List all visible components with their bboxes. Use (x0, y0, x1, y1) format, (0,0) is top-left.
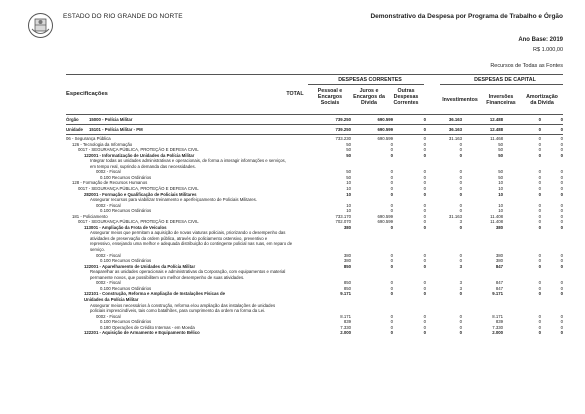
row-value: 850 (343, 280, 351, 286)
row-label: 122001 - Aparelhamento de Unidades da Polícia Militar (84, 263, 196, 269)
juros-header: Juros e Encargos da Dívida (353, 88, 385, 106)
row-value: 0 (423, 208, 426, 214)
row-value: 0 (560, 285, 563, 291)
row-value: 8.171 (340, 313, 351, 319)
row-value: 0 (459, 313, 462, 319)
row-label: repressivo, ensejando uma melhor e adequada distribuição do contingente policial nas ruas, em reparo de (90, 241, 293, 247)
row-value: 31.163 (448, 136, 462, 141)
row-value: 50 (346, 174, 351, 180)
row-value: 11.408 (490, 219, 503, 225)
row-value: 0 (538, 213, 541, 219)
row-value: 10 (346, 180, 351, 186)
row-value: 733.230 (335, 136, 351, 141)
row-value: 0 (538, 258, 541, 264)
row-value: 0 (423, 252, 426, 258)
row-label: 181 - Policiamento (72, 213, 108, 219)
row-label: 0017 - SEGURANÇA PÚBLICA, PROTEÇÃO E DEFESA CIVIL (78, 147, 199, 153)
row-value: 0 (423, 291, 426, 297)
row-label: atividades de preservação da ordem pública, através do policiamento ostensivo, preventivo e (90, 235, 268, 241)
row-value: 0 (538, 202, 541, 208)
row-value: 0 (560, 202, 563, 208)
capital-underline (440, 84, 563, 85)
row-label: 0002 - Fiscal (96, 280, 121, 286)
row-value: 0 (423, 191, 426, 197)
row-value: 0 (390, 263, 393, 269)
row-value: 0 (560, 313, 563, 319)
amortizacao-header: Amortização da Dívida (526, 94, 558, 106)
row-value: 0 (390, 291, 393, 297)
row-label: 0.100 Recursos Ordinários (100, 258, 152, 264)
row-value: 0 (538, 174, 541, 180)
row-value: 0 (423, 280, 426, 286)
row-value: 0 (459, 319, 462, 325)
row-value: 850 (343, 263, 351, 269)
row-label: em tempo real, suprindo a demanda das necessidades. (90, 163, 196, 169)
row-value: 0 (459, 152, 462, 158)
row-label: 0.100 Recursos Ordinários (100, 285, 152, 291)
row-value: 702.070 (335, 219, 351, 225)
row-value: 0 (538, 313, 541, 319)
row-value: 0 (560, 185, 563, 191)
row-value: 0 (390, 285, 393, 291)
row-value: 50 (346, 169, 351, 175)
row-value: 0 (423, 180, 426, 186)
unidade-row: Unidade 15101 - Polícia Militar - PM 739.250 690.599 0 36.163 12.488 0 0 (66, 127, 563, 132)
row-value: 50 (498, 141, 503, 147)
row-value: 0 (538, 169, 541, 175)
row-label: 0.100 Recursos Ordinários (100, 174, 152, 180)
row-value: 0 (538, 319, 541, 325)
row-label: 0.100 Recursos Ordinários (100, 208, 152, 214)
row-value: 690.599 (377, 219, 393, 225)
row-label: 128 - Formação de Recursos Humanos (72, 180, 148, 186)
row-value: 0 (390, 141, 393, 147)
row-value: 0 (560, 258, 563, 264)
row-value: 50 (498, 169, 503, 175)
row-value: 0 (459, 141, 462, 147)
row-value: 0 (560, 219, 563, 225)
row-value: 0 (423, 324, 426, 330)
row-value: 50 (346, 152, 351, 158)
row-value: 0 (560, 330, 563, 336)
row-value: 380 (343, 252, 351, 258)
row-value: 0 (390, 313, 393, 319)
row-value: 839 (495, 319, 503, 325)
row-value: 10 (346, 185, 351, 191)
row-value: 0 (560, 174, 563, 180)
row-value: 0 (538, 330, 541, 336)
row-value: 50 (346, 147, 351, 153)
row-value: 50 (498, 174, 503, 180)
row-label: 122201 - Aquisição de Armamento e Equipamento Bélico (84, 330, 200, 336)
row-value: 0 (459, 291, 462, 297)
coat-of-arms-icon (27, 12, 54, 39)
row-value: 380 (495, 224, 503, 230)
row-value: 0 (560, 324, 563, 330)
row-value: 0 (459, 174, 462, 180)
row-value: 0 (560, 152, 563, 158)
row-value: 0 (560, 147, 563, 153)
row-label: Integrar todas as unidades administrativas e operacionais, de forma a interagir informações e serviços, (90, 158, 286, 164)
row-value: 0 (459, 185, 462, 191)
row-value: 50 (346, 141, 351, 147)
row-value: 10 (346, 191, 351, 197)
row-value: 0 (538, 324, 541, 330)
unidade-divider (66, 134, 563, 135)
row-value: 10 (498, 191, 503, 197)
row-label: 122101 - Construção, Reforma e Ampliação de Instalações Físicas de (84, 291, 225, 297)
row-value: 380 (495, 252, 503, 258)
row-value: 0 (390, 224, 393, 230)
row-value: 0 (423, 219, 426, 225)
row-value: 0 (423, 319, 426, 325)
row-value: 0 (538, 224, 541, 230)
row-value: 0 (390, 174, 393, 180)
row-value: 380 (495, 258, 503, 264)
row-label: Reaparelhar as unidades operacionais e administrativas da Corporação, com equipamentos e material (90, 269, 286, 275)
row-value: 0 (538, 252, 541, 258)
row-value: 0 (538, 280, 541, 286)
recursos-fontes: Recursos de Todas as Fontes (490, 63, 563, 69)
header-top-line (66, 74, 563, 75)
row-value: 0 (423, 174, 426, 180)
row-value: 0 (560, 213, 563, 219)
row-label: 0002 - Fiscal (96, 252, 121, 258)
row-label: 0.180 Operações de Crédito Internas - em Moeda (100, 324, 195, 330)
row-value: 0 (560, 141, 563, 147)
row-value: 0 (390, 180, 393, 186)
row-label: permanente novos, que possibilitem um melhor desempenho de suas atividades. (90, 274, 245, 280)
row-value: 380 (343, 224, 351, 230)
row-value: 0 (560, 169, 563, 175)
row-value: 0 (423, 202, 426, 208)
orgao-row: Órgão 15000 - Polícia Militar 739.250 690.599 0 36.163 12.488 0 0 (66, 117, 563, 122)
row-value: 0 (560, 319, 563, 325)
row-value: 0 (423, 152, 426, 158)
row-value: 0 (459, 180, 462, 186)
row-value: 839 (343, 319, 351, 325)
row-value: 0 (560, 224, 563, 230)
inversoes-header: Inversões Financeiras (486, 94, 516, 106)
row-label: 0017 - SEGURANÇA PÚBLICA, PROTEÇÃO E DEFESA CIVIL (78, 219, 199, 225)
row-label: 126 - Tecnologia da Informação (72, 141, 133, 147)
row-value: 0 (560, 252, 563, 258)
row-value: 0 (390, 324, 393, 330)
row-label: 0002 - Fiscal (96, 202, 121, 208)
row-value: 0 (459, 252, 462, 258)
row-value: 8.171 (492, 313, 503, 319)
investimentos-header: Investimentos (442, 97, 478, 103)
row-value: 0 (423, 258, 426, 264)
row-value: 847 (495, 285, 503, 291)
row-label: 0002 - Fiscal (96, 169, 121, 175)
row-label: policiais imprescindíveis, tais como batalhões, para cumprimento da ordem na forma da Lei. (90, 308, 266, 314)
row-value: 0 (459, 208, 462, 214)
row-value: 0 (538, 291, 541, 297)
row-value: 0 (538, 141, 541, 147)
row-value: 10 (498, 208, 503, 214)
row-value: 10 (498, 180, 503, 186)
row-value: 733.170 (335, 213, 351, 219)
row-value: 847 (495, 263, 503, 269)
total-header: TOTAL (286, 91, 304, 97)
row-value: 3 (459, 285, 462, 291)
despesas-capital-header: DESPESAS DE CAPITAL (474, 77, 536, 83)
row-value: 0 (538, 152, 541, 158)
despesas-correntes-header: DESPESAS CORRENTES (338, 77, 402, 83)
row-value: 0 (423, 285, 426, 291)
row-value: 3 (459, 280, 462, 286)
row-value: 0 (459, 169, 462, 175)
row-value: 0 (390, 330, 393, 336)
currency-unit: R$ 1.000,00 (533, 47, 563, 53)
row-value: 0 (423, 136, 426, 141)
row-value: 0 (390, 191, 393, 197)
row-value: 0 (390, 208, 393, 214)
row-value: 0 (423, 224, 426, 230)
row-value: 0 (560, 263, 563, 269)
row-value: 31.163 (448, 213, 462, 219)
row-label: 113001 - Ampliação da Frota de Veículos (84, 224, 167, 230)
row-label: 0002 - Fiscal (96, 313, 121, 319)
row-value: 10 (346, 202, 351, 208)
row-value: 2.000 (340, 330, 351, 336)
row-value: 0 (390, 169, 393, 175)
table-row (66, 330, 563, 335)
pessoal-header: Pessoal e Encargos Sociais (317, 88, 343, 106)
row-label: 122001 - Informatização de Unidades da Polícia Militar (84, 152, 195, 158)
row-value: 3 (459, 263, 462, 269)
row-value: 7.330 (340, 324, 351, 330)
row-value: 0 (538, 191, 541, 197)
row-value: 0 (538, 180, 541, 186)
outras-header: Outras Despesas Correntes (393, 88, 419, 106)
row-value: 11.468 (490, 136, 503, 141)
especificacoes-header: Especificações (66, 91, 108, 97)
row-value: 0 (459, 258, 462, 264)
row-value: 10 (346, 208, 351, 214)
row-value: 11.408 (490, 213, 503, 219)
row-value: 0 (423, 141, 426, 147)
row-value: 0 (538, 263, 541, 269)
row-value: 0 (390, 252, 393, 258)
row-value: 0 (423, 330, 426, 336)
row-label: 06 - Segurança Pública (66, 136, 111, 141)
row-value: 690.599 (377, 136, 393, 141)
row-value: 10 (498, 185, 503, 191)
row-value: 0 (459, 324, 462, 330)
row-label: Assegurar recursos para viabilizar treinamento e aperfeiçoamento de Policiais Militares. (90, 197, 257, 203)
row-value: 3 (459, 219, 462, 225)
row-value: 0 (390, 152, 393, 158)
row-value: 0 (538, 136, 541, 141)
header-bottom-line (66, 114, 563, 115)
row-value: 0 (390, 319, 393, 325)
row-value: 0 (538, 285, 541, 291)
row-value: 9.171 (492, 291, 503, 297)
row-value: 0 (390, 185, 393, 191)
row-value: 0 (560, 191, 563, 197)
row-label: Unidades da Polícia Militar (84, 296, 139, 302)
row-value: 0 (538, 208, 541, 214)
row-value: 0 (538, 147, 541, 153)
row-value: 0 (423, 263, 426, 269)
orgao-divider (66, 124, 563, 125)
row-value: 0 (423, 169, 426, 175)
row-value: 0 (423, 185, 426, 191)
row-value: 0 (560, 180, 563, 186)
ano-base: Ano Base: 2019 (518, 37, 563, 43)
row-label: 282001 - Formação e Qualificação de Policiais Militares (84, 191, 197, 197)
row-value: 847 (495, 280, 503, 286)
row-value: 0 (390, 258, 393, 264)
row-label: serviço. (90, 247, 105, 252)
row-value: 0 (459, 330, 462, 336)
row-value: 690.599 (377, 213, 393, 219)
row-label: Assegurar meios que permitam a aquisição de novas viaturas policiais, priorizando o desempenho das (90, 230, 286, 236)
row-value: 0 (423, 213, 426, 219)
row-value: 0 (560, 280, 563, 286)
row-value: 0 (459, 147, 462, 153)
row-value: 0 (560, 208, 563, 214)
row-label: Assegurar meios necessários à construção, reforma e/ou ampliação das instalações de unidades (90, 302, 276, 308)
document-title: Demonstrativo da Despesa por Programa de Trabalho e Órgão (370, 13, 563, 20)
row-value: 0 (459, 202, 462, 208)
row-value: 10 (498, 202, 503, 208)
row-value: 50 (498, 147, 503, 153)
row-label: 0.100 Recursos Ordinários (100, 319, 152, 325)
row-value: 9.171 (340, 291, 351, 297)
row-value: 0 (538, 185, 541, 191)
row-value: 0 (390, 147, 393, 153)
row-value: 0 (560, 291, 563, 297)
row-value: 0 (390, 280, 393, 286)
row-value: 0 (459, 224, 462, 230)
row-value: 0 (423, 147, 426, 153)
row-value: 0 (390, 202, 393, 208)
row-value: 0 (423, 313, 426, 319)
row-value: 50 (498, 152, 503, 158)
state-name: ESTADO DO RIO GRANDE DO NORTE (63, 13, 183, 20)
row-value: 7.330 (492, 324, 503, 330)
row-label: 0017 - SEGURANÇA PÚBLICA, PROTEÇÃO E DEFESA CIVIL (78, 185, 199, 191)
row-value: 0 (560, 136, 563, 141)
row-value: 850 (343, 285, 351, 291)
row-value: 2.000 (492, 330, 503, 336)
row-value: 0 (459, 191, 462, 197)
row-value: 380 (343, 258, 351, 264)
row-value: 0 (538, 219, 541, 225)
correntes-underline (308, 84, 424, 85)
